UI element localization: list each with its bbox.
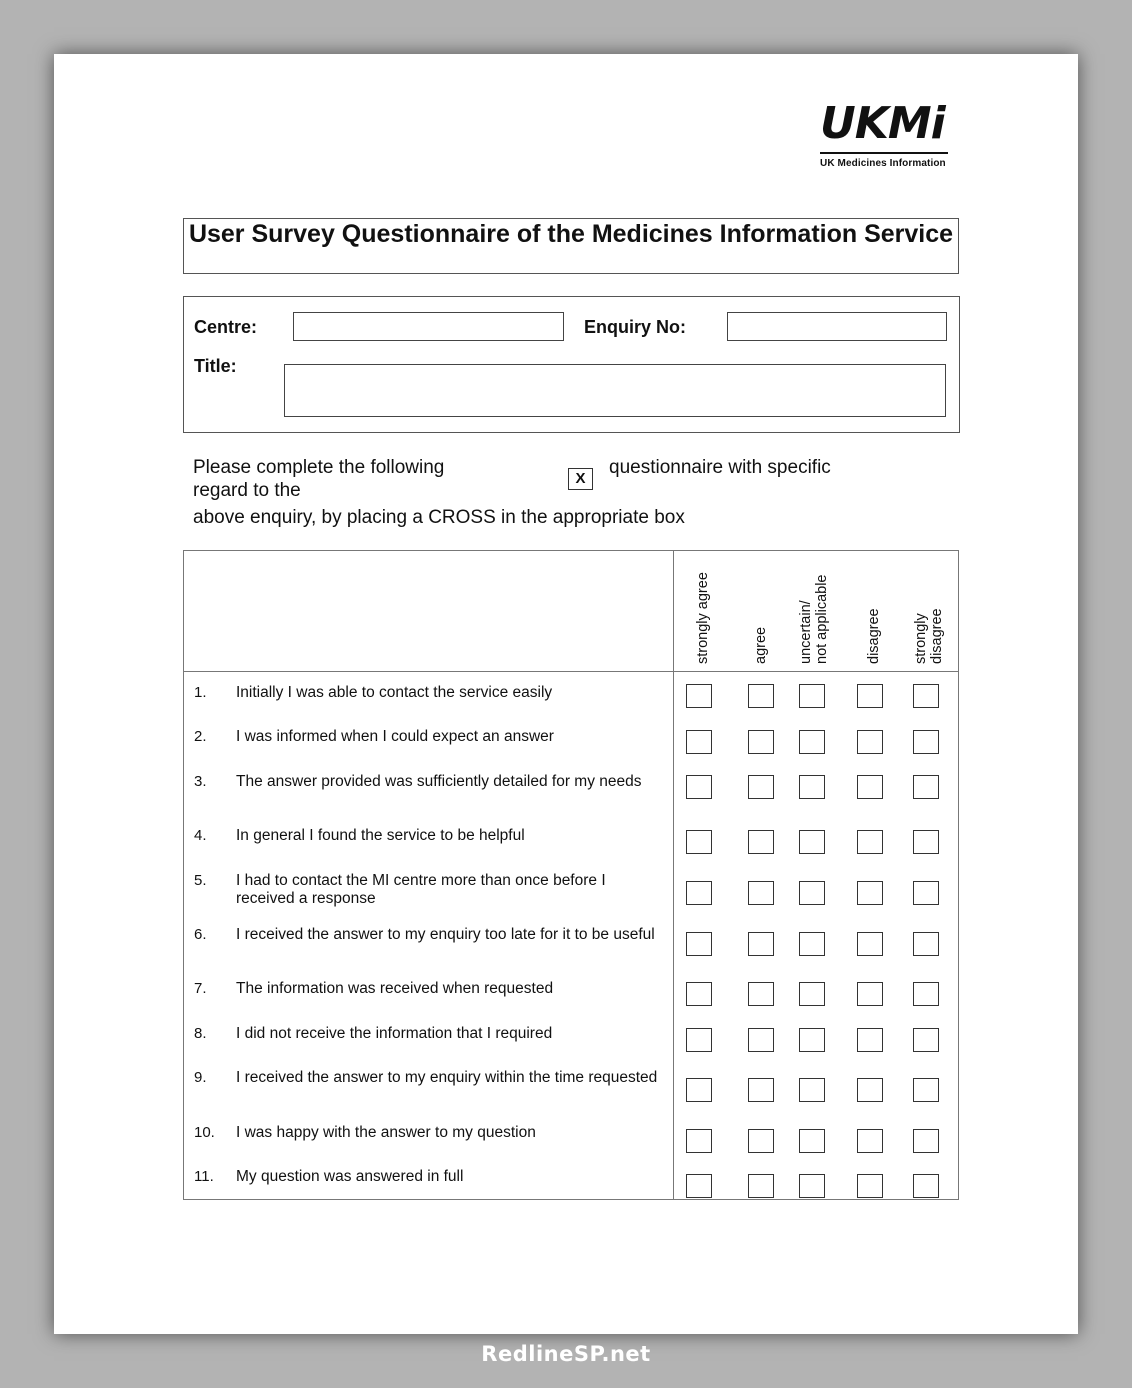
logo-subtitle: UK Medicines Information <box>820 158 946 169</box>
checkbox-agree[interactable] <box>748 1028 774 1052</box>
checkbox-strongly-agree[interactable] <box>686 1174 712 1198</box>
checkbox-strongly-disagree[interactable] <box>913 830 939 854</box>
centre-label: Centre: <box>194 317 258 337</box>
checkbox-strongly-agree[interactable] <box>686 830 712 854</box>
checkbox-strongly-disagree[interactable] <box>913 730 939 754</box>
checkbox-disagree[interactable] <box>857 1129 883 1153</box>
checkbox-agree[interactable] <box>748 1129 774 1153</box>
enquiry-no-label: Enquiry No: <box>584 317 686 337</box>
instruction-part4: above enquiry, by placing a CROSS in the appropriate box <box>193 507 685 528</box>
question-text: Initially I was able to contact the service easily <box>236 684 553 701</box>
table-column-divider <box>673 551 674 1199</box>
column-header-agree: agree <box>753 626 769 664</box>
checkbox-agree[interactable] <box>748 982 774 1006</box>
checkbox-disagree[interactable] <box>857 1078 883 1102</box>
enquiry-no-field[interactable] <box>727 312 947 341</box>
checkbox-strongly-disagree[interactable] <box>913 1129 939 1153</box>
enquiry-details-box <box>183 296 960 433</box>
question-number: 9. <box>194 1069 207 1086</box>
column-header-disagree: disagree <box>866 608 882 664</box>
checkbox-disagree[interactable] <box>857 982 883 1006</box>
checkbox-strongly-disagree[interactable] <box>913 881 939 905</box>
question-number: 4. <box>194 827 207 844</box>
checkbox-strongly-agree[interactable] <box>686 982 712 1006</box>
question-number: 1. <box>194 684 207 701</box>
checkbox-uncertain[interactable] <box>799 932 825 956</box>
checkbox-strongly-disagree[interactable] <box>913 684 939 708</box>
table-header-divider <box>184 671 958 672</box>
question-number: 5. <box>194 872 207 889</box>
checkbox-disagree[interactable] <box>857 730 883 754</box>
question-text: I did not receive the information that I required <box>236 1025 553 1042</box>
column-header-strongly-disagree: strongly disagree <box>913 608 945 664</box>
checkbox-uncertain[interactable] <box>799 1028 825 1052</box>
question-text: The information was received when requested <box>236 980 554 997</box>
checkbox-disagree[interactable] <box>857 1028 883 1052</box>
checkbox-agree[interactable] <box>748 932 774 956</box>
title-label: Title: <box>194 356 237 376</box>
question-number: 2. <box>194 728 207 745</box>
document-page <box>54 54 1078 1334</box>
checkbox-uncertain[interactable] <box>799 1129 825 1153</box>
checkbox-strongly-disagree[interactable] <box>913 982 939 1006</box>
logo-rule <box>820 152 948 154</box>
checkbox-strongly-agree[interactable] <box>686 932 712 956</box>
checkbox-uncertain[interactable] <box>799 881 825 905</box>
checkbox-uncertain[interactable] <box>799 1174 825 1198</box>
checkbox-uncertain[interactable] <box>799 982 825 1006</box>
checkbox-agree[interactable] <box>748 730 774 754</box>
checkbox-strongly-disagree[interactable] <box>913 1174 939 1198</box>
question-text: I was happy with the answer to my question <box>236 1124 536 1141</box>
column-header-strongly-agree: strongly agree <box>695 572 711 664</box>
checkbox-uncertain[interactable] <box>799 1078 825 1102</box>
checkbox-strongly-agree[interactable] <box>686 730 712 754</box>
checkbox-strongly-agree[interactable] <box>686 775 712 799</box>
checkbox-disagree[interactable] <box>857 775 883 799</box>
checkbox-agree[interactable] <box>748 775 774 799</box>
column-header-uncertain: uncertain/ not applicable <box>798 574 830 664</box>
checkbox-strongly-agree[interactable] <box>686 881 712 905</box>
survey-title: User Survey Questionnaire of the Medicines Information Service <box>183 218 959 274</box>
checkbox-strongly-disagree[interactable] <box>913 775 939 799</box>
checkbox-strongly-disagree[interactable] <box>913 932 939 956</box>
question-number: 10. <box>194 1124 215 1141</box>
question-number: 6. <box>194 926 207 943</box>
checkbox-disagree[interactable] <box>857 830 883 854</box>
question-text: The answer provided was sufficiently detailed for my needs <box>236 773 642 790</box>
question-text: I received the answer to my enquiry too late for it to be useful <box>236 926 655 943</box>
checkbox-strongly-disagree[interactable] <box>913 1028 939 1052</box>
checkbox-disagree[interactable] <box>857 684 883 708</box>
checkbox-strongly-agree[interactable] <box>686 684 712 708</box>
checkbox-agree[interactable] <box>748 881 774 905</box>
checkbox-agree[interactable] <box>748 684 774 708</box>
question-number: 8. <box>194 1025 207 1042</box>
survey-table <box>183 550 959 1200</box>
instruction-part3: questionnaire with specific <box>609 457 831 478</box>
checkbox-strongly-agree[interactable] <box>686 1078 712 1102</box>
checkbox-uncertain[interactable] <box>799 830 825 854</box>
checkbox-disagree[interactable] <box>857 1174 883 1198</box>
checkbox-strongly-disagree[interactable] <box>913 1078 939 1102</box>
ukmi-logo <box>820 98 962 169</box>
instruction-part2: regard to the <box>193 480 301 501</box>
example-cross-box: X <box>568 468 593 490</box>
question-number: 7. <box>194 980 207 997</box>
checkbox-agree[interactable] <box>748 1078 774 1102</box>
checkbox-uncertain[interactable] <box>799 775 825 799</box>
question-text: I had to contact the MI centre more than once before I received a response <box>236 872 606 907</box>
checkbox-disagree[interactable] <box>857 932 883 956</box>
instruction-part1: Please complete the following <box>193 457 445 478</box>
checkbox-uncertain[interactable] <box>799 730 825 754</box>
checkbox-agree[interactable] <box>748 1174 774 1198</box>
checkbox-uncertain[interactable] <box>799 684 825 708</box>
checkbox-agree[interactable] <box>748 830 774 854</box>
question-number: 11. <box>194 1168 214 1185</box>
question-text: In general I found the service to be helpful <box>236 827 525 844</box>
question-text: My question was answered in full <box>236 1168 464 1185</box>
question-text: I received the answer to my enquiry within the time requested <box>236 1069 658 1086</box>
title-field[interactable] <box>284 364 946 417</box>
checkbox-strongly-agree[interactable] <box>686 1129 712 1153</box>
question-number: 3. <box>194 773 207 790</box>
site-watermark: RedlineSP.net <box>481 1342 651 1366</box>
question-text: I was informed when I could expect an answer <box>236 728 554 745</box>
checkbox-strongly-agree[interactable] <box>686 1028 712 1052</box>
checkbox-disagree[interactable] <box>857 881 883 905</box>
logo-wordmark: UKMi <box>820 98 945 149</box>
centre-field[interactable] <box>293 312 564 341</box>
